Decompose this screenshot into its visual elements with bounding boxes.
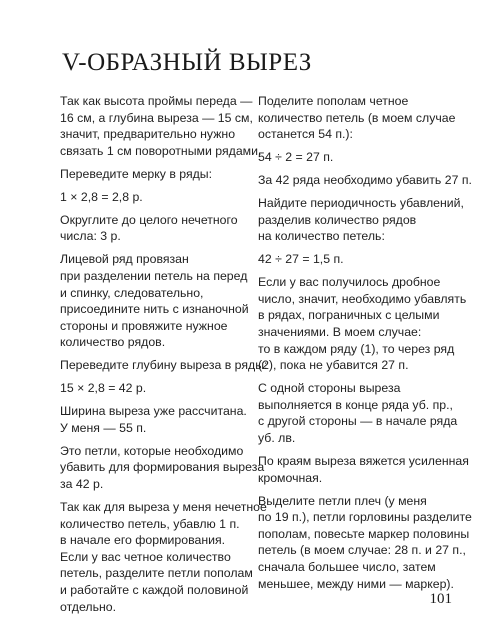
- text-line: петель (в моем случае: 28 п. и 27 п.,: [258, 543, 466, 558]
- page-number: 101: [429, 591, 452, 607]
- text-line: У меня — 55 п.: [60, 420, 147, 435]
- paragraph: [258, 453, 469, 486]
- text-line: останется 54 п.):: [258, 127, 353, 142]
- paragraph: [60, 499, 267, 615]
- text-line: Ширина выреза уже рассчитана.: [60, 404, 247, 419]
- text-line: количество петель (в моем случае: [258, 110, 456, 125]
- text-line: За 42 ряда необходимо убавить 27 п.: [258, 173, 472, 188]
- text-line: Так как высота проймы переда —: [60, 94, 253, 108]
- text-line: 16 см, а глубина выреза — 15 см,: [60, 110, 253, 125]
- text-line: в начале его формирования.: [60, 533, 226, 548]
- text-line: связать 1 см поворотными рядами.: [60, 143, 262, 158]
- text-line: разделив количество рядов: [258, 212, 417, 227]
- paragraph: [60, 212, 250, 245]
- text-line: Найдите периодичность убавлений,: [258, 196, 464, 211]
- paragraph: [60, 93, 262, 159]
- text-line: Выделите петли плеч (у меня: [258, 493, 427, 508]
- text-line: пополам, повесьте маркер половины: [258, 526, 470, 541]
- text-line: Округлите до целого нечетного: [60, 212, 238, 227]
- left-column: [60, 93, 268, 622]
- paragraph: [258, 172, 472, 189]
- text-line: меньшее, между ними — маркер).: [258, 576, 454, 591]
- paragraph: [258, 149, 458, 166]
- paragraph: [60, 357, 268, 374]
- text-line: Переведите глубину выреза в ряды:: [60, 358, 268, 373]
- paragraph: [258, 93, 458, 143]
- text-line: отдельно.: [60, 599, 117, 614]
- text-line: количество петель, убавлю 1 п.: [60, 516, 240, 531]
- paragraph: [258, 493, 472, 593]
- text-line: присоедините нить с изнаночной: [60, 302, 249, 317]
- text-line: Если у вас четное количество: [60, 549, 231, 564]
- paragraph: [60, 166, 250, 183]
- text-line: 42 ÷ 27 = 1,5 п.: [258, 252, 344, 267]
- text-line: Если у вас получилось дробное: [258, 275, 441, 290]
- paragraph: [60, 189, 250, 206]
- paragraph: [258, 380, 458, 446]
- text-line: выполняется в конце ряда уб. пр.,: [258, 397, 453, 412]
- text-line: По краям выреза вяжется усиленная: [258, 454, 469, 469]
- text-line: и спинку, следовательно,: [60, 285, 204, 300]
- text-line: сначала большее число, затем: [258, 559, 436, 574]
- text-line: 1 × 2,8 = 2,8 р.: [60, 189, 143, 204]
- paragraph: [60, 251, 250, 351]
- paragraph: [258, 195, 464, 245]
- text-line: количество рядов.: [60, 335, 166, 350]
- text-line: 15 × 2,8 = 42 р.: [60, 381, 147, 396]
- text-line: и работайте с каждой половиной: [60, 582, 249, 597]
- paragraph: [258, 251, 458, 268]
- text-line: по 19 п.), петли горловины разделите: [258, 510, 472, 525]
- text-line: за 42 р.: [60, 477, 104, 491]
- text-line: Лицевой ряд провязан: [60, 252, 189, 267]
- text-line: то в каждом ряду (1), то через ряд: [258, 341, 455, 356]
- text-line: на количество петель:: [258, 229, 385, 244]
- text-line: с другой стороны — в начале ряда: [258, 414, 458, 429]
- text-line: при разделении петель на перед: [60, 268, 248, 283]
- text-line: числа: 3 р.: [60, 229, 121, 244]
- text-line: убавить для формирования выреза: [60, 460, 265, 475]
- paragraph: [258, 274, 467, 374]
- right-column: [258, 93, 472, 599]
- text-line: значениями. В моем случае:: [258, 325, 422, 340]
- text-line: С одной стороны выреза: [258, 381, 401, 396]
- text-line: кромочная.: [258, 470, 323, 485]
- text-line: Переведите мерку в ряды:: [60, 166, 213, 181]
- text-line: число, значит, необходимо убавлять: [258, 291, 467, 306]
- paragraph: [60, 403, 250, 436]
- page-title: V-ОБРАЗНЫЙ ВЫРЕЗ: [62, 49, 312, 76]
- text-line: Это петли, которые необходимо: [60, 443, 244, 458]
- text-line: стороны и провяжите нужное: [60, 318, 228, 333]
- text-line: Поделите пополам четное: [258, 94, 409, 108]
- text-line: петель, разделите петли пополам: [60, 566, 253, 581]
- paragraph: [60, 443, 265, 493]
- text-line: в рядах, пограничных с целыми: [258, 308, 440, 323]
- text-line: (2), пока не убавится 27 п.: [258, 358, 409, 373]
- paragraph: [60, 380, 250, 397]
- text-line: Так как для выреза у меня нечетное: [60, 499, 267, 514]
- text-line: 54 ÷ 2 = 27 п.: [258, 150, 334, 165]
- text-line: значит, предварительно нужно: [60, 127, 236, 142]
- text-line: уб. лв.: [258, 431, 296, 446]
